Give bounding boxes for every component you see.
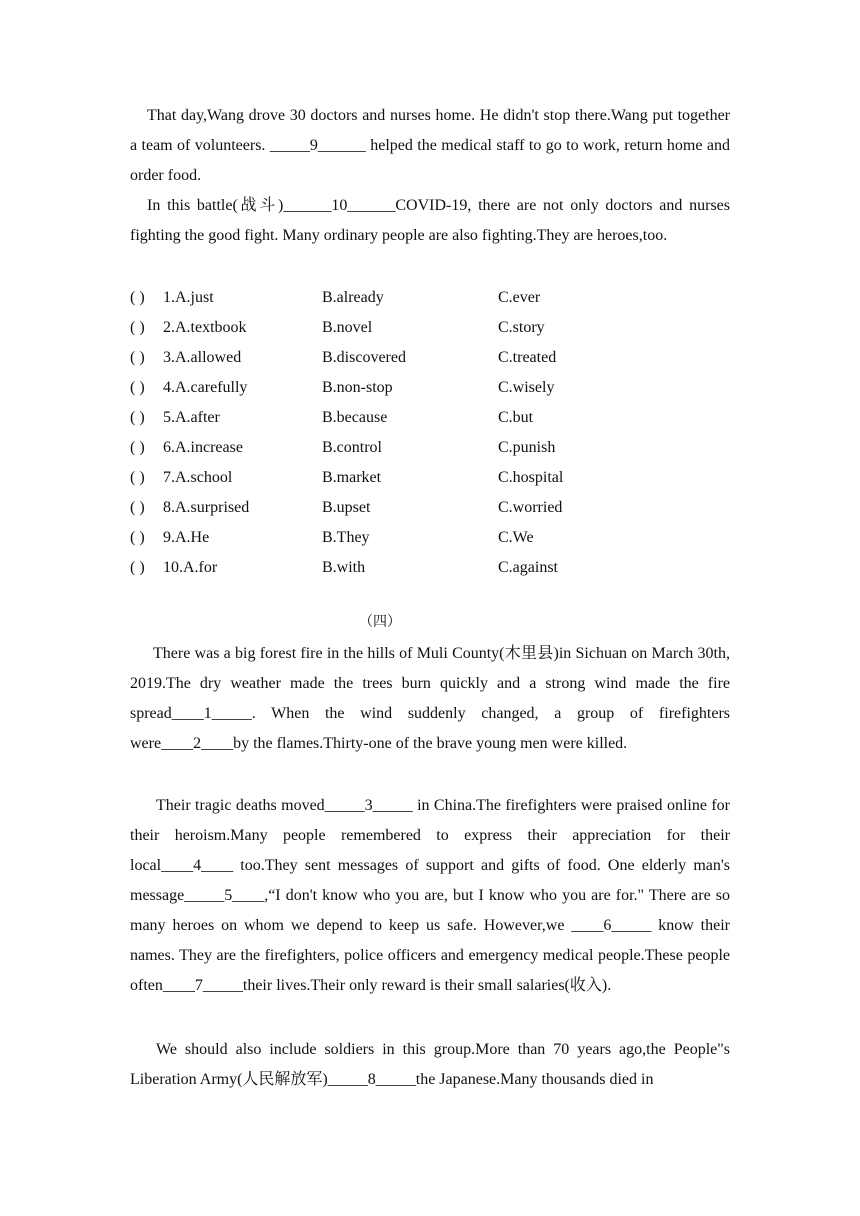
- option-a: 10.A.for: [163, 559, 218, 576]
- passage-paragraph: That day,Wang drove 30 doctors and nurses home. He didn't stop there.Wang put together a team of volunteers. _____9______ helped the medical staff to go to work, return home and order food.: [130, 107, 730, 184]
- option-c: C.worried: [498, 499, 563, 516]
- answer-blank[interactable]: ( ): [130, 349, 145, 366]
- option-b: B.novel: [322, 319, 373, 336]
- option-c: C.story: [498, 319, 545, 336]
- answer-blank[interactable]: ( ): [130, 289, 145, 306]
- option-b: B.market: [322, 469, 382, 486]
- option-b: B.They: [322, 529, 370, 546]
- answer-blank[interactable]: ( ): [130, 529, 145, 546]
- option-a: 3.A.allowed: [163, 349, 242, 366]
- question-row: [130, 433, 730, 463]
- option-a: 4.A.carefully: [163, 379, 248, 396]
- option-a: 9.A.He: [163, 529, 210, 546]
- answer-blank[interactable]: ( ): [130, 439, 145, 456]
- option-a: 2.A.textbook: [163, 319, 247, 336]
- option-c: C.We: [498, 529, 534, 546]
- question-row: [130, 523, 730, 553]
- option-b: B.already: [322, 289, 384, 306]
- passage-paragraph: We should also include soldiers in this group.More than 70 years ago,the People"s Liberation Army(人民解放军)_____8_____the Japanese.Many thousands died in: [130, 1041, 730, 1088]
- option-c: C.but: [498, 409, 534, 426]
- option-c: C.wisely: [498, 379, 555, 396]
- question-row: [130, 313, 730, 343]
- answer-blank[interactable]: ( ): [130, 379, 145, 396]
- option-a: 8.A.surprised: [163, 499, 250, 516]
- option-c: C.against: [498, 559, 558, 576]
- option-a: 6.A.increase: [163, 439, 243, 456]
- passage-paragraph: In this battle(战斗)______10______COVID-19, there are not only doctors and nurses fighting the good fight. Many ordinary people are also fighting.They are heroes,too.: [130, 197, 730, 244]
- passage-paragraph: There was a big forest fire in the hills of Muli County(木里县)in Sichuan on March 30th, 2019.The dry weather made the trees burn quickly and a strong wind made the fire spread____1_____. When the wind suddenly changed, a group of firefighters were____2____by the flames.Thirty-one of the brave young men were killed.: [130, 645, 730, 752]
- passage-paragraph: Their tragic deaths moved_____3_____ in China.The firefighters were praised online for their heroism.Many people remembered to express their appreciation for their local____4____ too.They sent messages of support and gifts of food. One elderly man's message_____5____,“I don't know who you are, but I know who you are for." There are so many heroes on whom we depend to keep us safe. However,we ____6_____ know their names. They are the firefighters, police officers and emergency medical people.These people often____7_____their lives.Their only reward is their small salaries(收入).: [130, 797, 730, 994]
- section-title: （四）: [359, 615, 401, 630]
- option-a: 1.A.just: [163, 289, 214, 306]
- option-b: B.because: [322, 409, 388, 426]
- answer-blank[interactable]: ( ): [130, 499, 145, 516]
- question-row: [130, 343, 730, 373]
- option-b: B.control: [322, 439, 382, 456]
- question-row: [130, 283, 730, 313]
- answer-blank[interactable]: ( ): [130, 319, 145, 336]
- option-a: 7.A.school: [163, 469, 233, 486]
- question-row: [130, 373, 730, 403]
- option-b: B.discovered: [322, 349, 406, 366]
- option-a: 5.A.after: [163, 409, 220, 426]
- question-row: [130, 553, 730, 583]
- answer-blank[interactable]: ( ): [130, 409, 145, 426]
- question-row: [130, 403, 730, 433]
- answer-blank[interactable]: ( ): [130, 469, 145, 486]
- option-b: B.with: [322, 559, 366, 576]
- option-b: B.upset: [322, 499, 371, 516]
- option-b: B.non-stop: [322, 379, 393, 396]
- option-c: C.punish: [498, 439, 556, 456]
- question-row: [130, 463, 730, 493]
- option-c: C.ever: [498, 289, 541, 306]
- question-row: [130, 493, 730, 523]
- option-c: C.hospital: [498, 469, 564, 486]
- answer-options-list: [130, 283, 730, 583]
- answer-blank[interactable]: ( ): [130, 559, 145, 576]
- option-c: C.treated: [498, 349, 557, 366]
